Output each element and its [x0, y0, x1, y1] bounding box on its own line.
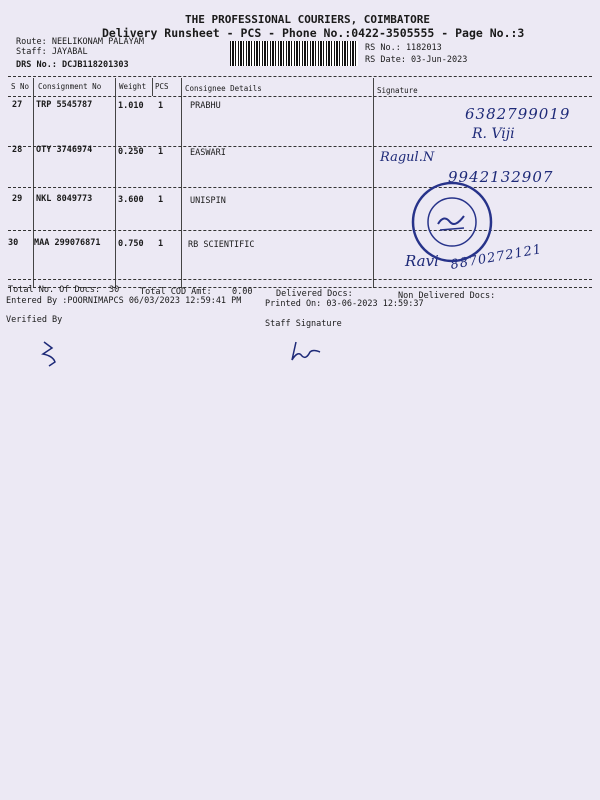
- table-bottom-rule: [8, 279, 592, 280]
- column-divider: [115, 78, 116, 288]
- row-consignee: PRABHU: [190, 101, 221, 111]
- handwritten-signature: Ravi: [405, 252, 439, 270]
- company-stamp: [410, 180, 494, 264]
- col-header-signature: Signature: [377, 86, 418, 95]
- column-divider: [152, 78, 153, 96]
- table-top-rule: [8, 76, 592, 77]
- row-divider: [8, 187, 592, 188]
- delivered-docs-label: Delivered Docs:: [276, 289, 353, 299]
- route-label: Route: NEELIKONAM PALAYAM: [16, 37, 144, 47]
- row-weight: 0.750: [118, 239, 144, 249]
- barcode-image: [230, 41, 358, 66]
- table-header-rule: [8, 96, 592, 97]
- row-sno: 30: [8, 238, 19, 248]
- printed-on: Printed On: 03-06-2023 12:59:37: [265, 299, 424, 309]
- non-delivered-docs-label: Non Delivered Docs:: [398, 291, 496, 301]
- total-docs-label: Total No. Of Docs:: [8, 285, 101, 295]
- row-consignment: NKL 8049773: [36, 194, 93, 204]
- row-consignment: OTY 3746974: [36, 145, 93, 155]
- handwritten-phone: 6382799019: [465, 105, 571, 123]
- handwritten-name: Ragul.N: [380, 150, 435, 165]
- row-weight: 1.010: [118, 101, 144, 111]
- rs-number: RS No.: 1182013: [365, 43, 442, 53]
- col-header-consignment: Consignment No: [38, 82, 102, 91]
- row-divider: [8, 230, 592, 231]
- runsheet-subtitle: Delivery Runsheet - PCS - Phone No.:0422-3505555 - Page No.:3: [102, 26, 525, 40]
- row-weight: 3.600: [118, 195, 144, 205]
- total-docs-value: 30: [109, 285, 120, 295]
- column-divider: [33, 78, 34, 288]
- staff-signature: [288, 340, 324, 364]
- row-sno: 27: [12, 100, 23, 110]
- row-consignee: EASWARI: [190, 148, 226, 158]
- row-weight: 0.250: [118, 147, 144, 157]
- rs-date: RS Date: 03-Jun-2023: [365, 55, 468, 65]
- row-consignment: MAA 299076871: [34, 238, 101, 248]
- row-divider: [8, 146, 592, 147]
- staff-signature-label: Staff Signature: [265, 319, 342, 329]
- col-header-pcs: PCS: [155, 82, 169, 91]
- column-divider: [181, 78, 182, 288]
- verified-by-label: Verified By: [6, 315, 63, 325]
- col-header-sno: S No: [11, 82, 30, 91]
- drs-number: DRS No.: DCJB118201303: [16, 60, 129, 70]
- row-pcs: 1: [158, 101, 164, 111]
- row-pcs: 1: [158, 195, 164, 205]
- handwritten-phone: 9942132907: [448, 168, 554, 186]
- handwritten-phone: 8870272121: [449, 242, 544, 273]
- row-sno: 29: [12, 194, 23, 204]
- col-header-consignee: Consignee Details: [185, 84, 262, 93]
- staff-label: Staff: JAYABAL: [16, 47, 88, 57]
- company-title: THE PROFESSIONAL COURIERS, COIMBATORE: [185, 13, 431, 26]
- row-sno: 28: [12, 145, 23, 155]
- row-consignee: RB SCIENTIFIC: [188, 240, 255, 250]
- verifier-signature: [38, 338, 64, 368]
- row-pcs: 1: [158, 239, 164, 249]
- row-consignee: UNISPIN: [190, 196, 226, 206]
- handwritten-signature: R. Viji: [472, 126, 515, 142]
- entered-by: Entered By :POORNIMAPCS 06/03/2023 12:59:41 PM: [6, 296, 242, 306]
- col-header-weight: Weight: [119, 82, 147, 91]
- total-cod-value: 0.00: [232, 287, 253, 297]
- row-pcs: 1: [158, 147, 164, 157]
- column-divider: [373, 78, 374, 288]
- row-consignment: TRP 5545787: [36, 100, 93, 110]
- total-cod-label: Total COD Amt:: [140, 287, 212, 297]
